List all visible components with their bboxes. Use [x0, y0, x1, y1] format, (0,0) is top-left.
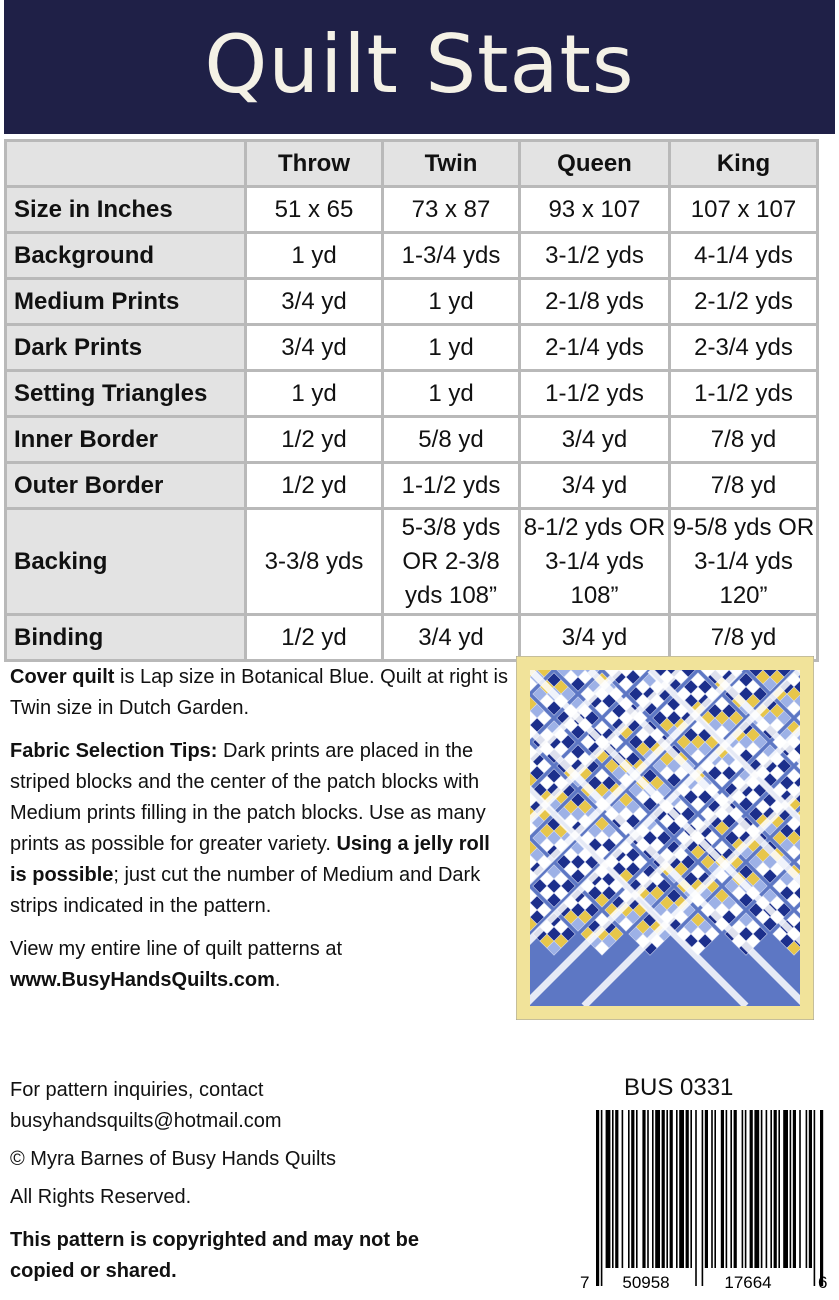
barcode-digit-first: 7: [580, 1273, 590, 1292]
header-cell-queen: Queen: [520, 141, 670, 187]
table-cell: 73 x 87: [383, 187, 520, 233]
table-cell: 1-3/4 yds: [383, 233, 520, 279]
table-row: [6, 187, 818, 233]
row-label: Medium Prints: [6, 279, 246, 325]
table-row: [6, 615, 818, 661]
barcode-bar: [612, 1110, 614, 1268]
table-cell: 93 x 107: [520, 187, 670, 233]
contact-info: For pattern inquiries, contact busyhandsquilts@hotmail.com: [10, 1079, 282, 1132]
table-cell: 3/4 yd: [520, 615, 670, 661]
website-note: [10, 934, 510, 996]
table-cell: 3/4 yd: [520, 463, 670, 509]
table-row: [6, 279, 818, 325]
table-cell: 3-1/2 yds: [520, 233, 670, 279]
table-cell: 3/4 yd: [520, 417, 670, 463]
barcode-bar: [711, 1110, 713, 1268]
row-label: Setting Triangles: [6, 371, 246, 417]
table-row: [6, 463, 818, 509]
description-block: [10, 662, 510, 1008]
barcode-digit-last: 6: [818, 1273, 828, 1292]
barcode-bar: [774, 1110, 777, 1268]
copyright-warning: This pattern is copyrighted and may not be copied or shared.: [10, 1229, 419, 1282]
barcode-bar: [778, 1110, 780, 1268]
copyright-notice: © Myra Barnes of Busy Hands Quilts: [10, 1148, 336, 1170]
barcode-bar: [754, 1110, 759, 1268]
fabric-tips: [10, 736, 510, 922]
table-cell: 9-5/8 yds OR 3-1/4 yds 120”: [670, 509, 818, 615]
table-cell: 1 yd: [383, 325, 520, 371]
barcode-bar: [730, 1110, 732, 1268]
barcode-bar: [745, 1110, 747, 1268]
table-cell: 2-1/2 yds: [670, 279, 818, 325]
barcode-bar: [686, 1110, 689, 1268]
barcode-bar: [790, 1110, 792, 1268]
barcode-bar: [820, 1110, 823, 1286]
table-cell: 1/2 yd: [246, 463, 383, 509]
barcode-bar: [666, 1110, 668, 1268]
barcode-bar: [761, 1110, 763, 1268]
barcode-bar: [622, 1110, 624, 1268]
table-cell: 1 yd: [246, 371, 383, 417]
quilt-photo: [516, 656, 814, 1020]
table-cell: 2-1/8 yds: [520, 279, 670, 325]
table-cell: 3/4 yd: [246, 279, 383, 325]
barcode-bar: [670, 1110, 673, 1268]
row-label: Binding: [6, 615, 246, 661]
barcode-bar: [770, 1110, 772, 1268]
table-cell: 7/8 yd: [670, 615, 818, 661]
header-cell-blank: [6, 141, 246, 187]
barcode-bar: [690, 1110, 692, 1268]
row-label: Inner Border: [6, 417, 246, 463]
table-cell: 1/2 yd: [246, 417, 383, 463]
fabric-tips-label: Fabric Selection Tips:: [10, 740, 218, 762]
barcode-bar: [615, 1110, 618, 1268]
barcode-bar: [714, 1110, 716, 1268]
barcode-bar: [606, 1110, 611, 1268]
title-banner: [4, 0, 835, 134]
table-cell: 5/8 yd: [383, 417, 520, 463]
header-cell-king: King: [670, 141, 818, 187]
barcode-bar: [793, 1110, 796, 1268]
barcode-bar: [636, 1110, 638, 1268]
table-cell: 2-3/4 yds: [670, 325, 818, 371]
barcode-bar: [799, 1110, 801, 1268]
barcode-bar: [702, 1110, 704, 1286]
table-cell: 3/4 yd: [246, 325, 383, 371]
quilt-stats-table: [4, 139, 819, 662]
barcode-bar: [662, 1110, 665, 1268]
barcode-bar: [655, 1110, 660, 1268]
table-cell: 3/4 yd: [383, 615, 520, 661]
barcode-bar: [642, 1110, 645, 1268]
table-header-row: [6, 141, 818, 187]
barcode-bar: [676, 1110, 678, 1268]
table-cell: 1-1/2 yds: [670, 371, 818, 417]
barcode-bar: [679, 1110, 684, 1268]
barcode-bar: [652, 1110, 654, 1268]
table-cell: 107 x 107: [670, 187, 818, 233]
table-row: [6, 233, 818, 279]
table-row: [6, 417, 818, 463]
table-cell: 4-1/4 yds: [670, 233, 818, 279]
table-cell: 7/8 yd: [670, 463, 818, 509]
table-cell: 8-1/2 yds OR 3-1/4 yds 108”: [520, 509, 670, 615]
row-label: Background: [6, 233, 246, 279]
barcode-bar: [721, 1110, 724, 1268]
table-cell: 1-1/2 yds: [383, 463, 520, 509]
table-row: [6, 325, 818, 371]
row-label: Backing: [6, 509, 246, 615]
barcode-digits-right: 17664: [724, 1273, 772, 1292]
barcode-bar: [734, 1110, 737, 1268]
header-cell-throw: Throw: [246, 141, 383, 187]
barcode-digits-left: 50958: [622, 1273, 670, 1292]
jelly-roll-note: Using a jelly roll is possible: [10, 833, 490, 886]
cover-quilt-text: is Lap size in Botanical Blue. Quilt at right is Twin size in Dutch Garden.: [10, 666, 508, 719]
website-intro: View my entire line of quilt patterns at: [10, 938, 343, 960]
barcode-bar: [742, 1110, 744, 1268]
table-cell: 1/2 yd: [246, 615, 383, 661]
table-row: [6, 371, 818, 417]
barcode-bar: [726, 1110, 728, 1268]
barcode-bar: [628, 1110, 630, 1268]
row-label: Dark Prints: [6, 325, 246, 371]
table-cell: 1 yd: [246, 233, 383, 279]
fabric-tips-text-2: ; just cut the number of Medium and Dark strips indicated in the pattern.: [10, 864, 481, 917]
barcode: [576, 1108, 828, 1293]
page-title: Quilt Stats: [204, 18, 635, 111]
website-period: .: [274, 969, 281, 991]
table-cell: 51 x 65: [246, 187, 383, 233]
barcode-bar: [647, 1110, 649, 1268]
sku-code: BUS 0331: [624, 1074, 734, 1101]
cover-quilt-note: [10, 662, 510, 724]
fabric-tips-text: Dark prints are placed in the striped blocks and the center of the patch blocks with Medium prints filling in the patch blocks. Use as many prints as possible for greater variety.: [10, 740, 486, 855]
barcode-bar: [596, 1110, 599, 1286]
website-link[interactable]: www.BusyHandsQuilts.com: [10, 969, 275, 991]
row-label: Outer Border: [6, 463, 246, 509]
table-cell: 7/8 yd: [670, 417, 818, 463]
table-cell: 2-1/4 yds: [520, 325, 670, 371]
table-row: [6, 509, 818, 615]
table-cell: 1 yd: [383, 279, 520, 325]
header-cell-twin: Twin: [383, 141, 520, 187]
footer-block: [10, 1075, 450, 1294]
barcode-bar: [766, 1110, 768, 1268]
barcode-bar: [806, 1110, 808, 1268]
barcode-bar: [750, 1110, 753, 1268]
barcode-bars: [596, 1110, 823, 1286]
row-label: Size in Inches: [6, 187, 246, 233]
table-cell: 1 yd: [383, 371, 520, 417]
barcode-bar: [814, 1110, 816, 1286]
barcode-bar: [695, 1110, 697, 1286]
barcode-bar: [601, 1110, 603, 1286]
barcode-bar: [631, 1110, 634, 1268]
barcode-bar: [809, 1110, 812, 1268]
table-cell: 5-3/8 yds OR 2-3/8 yds 108”: [383, 509, 520, 615]
cover-quilt-label: Cover quilt: [10, 666, 115, 688]
barcode-bar: [783, 1110, 788, 1268]
table-cell: 1-1/2 yds: [520, 371, 670, 417]
table-cell: 3-3/8 yds: [246, 509, 383, 615]
rights-notice: All Rights Reserved.: [10, 1186, 192, 1208]
barcode-bar: [705, 1110, 708, 1268]
